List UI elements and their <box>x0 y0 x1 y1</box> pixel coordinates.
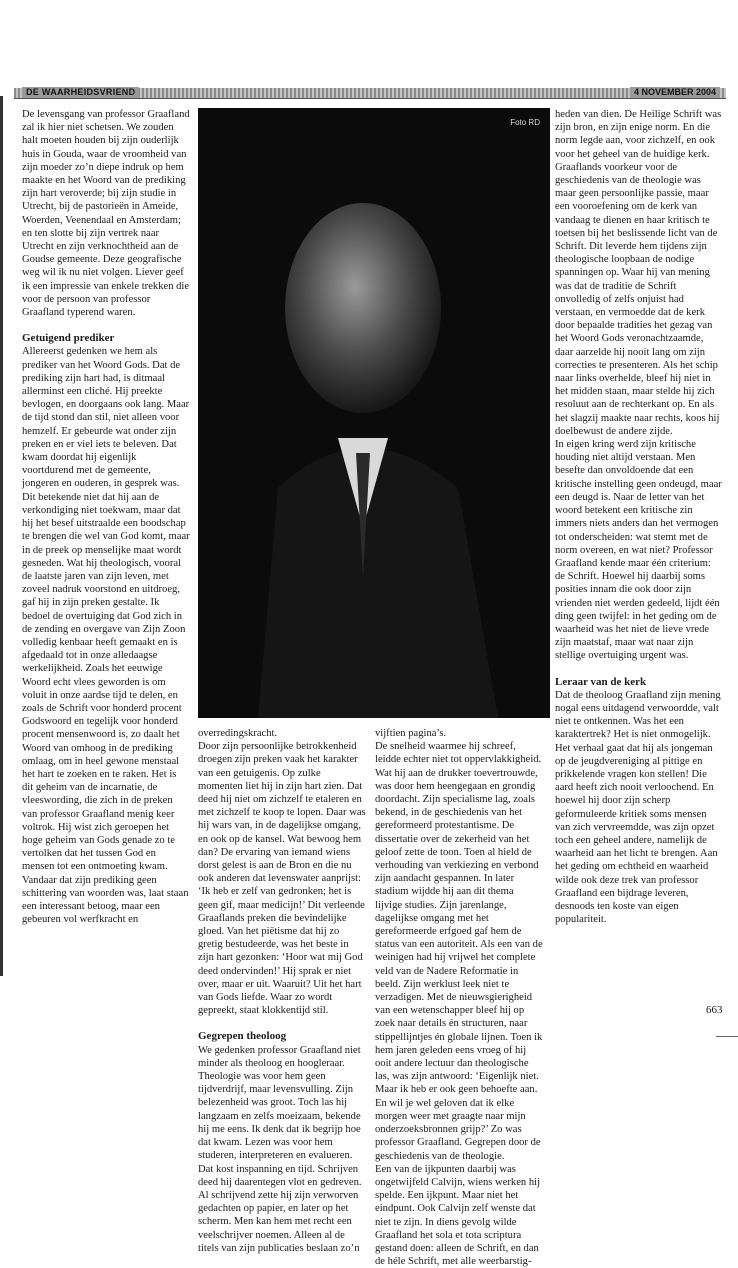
section-heading: Gegrepen theoloog <box>198 1030 287 1043</box>
page-number: 663 <box>706 1004 723 1016</box>
footer-rule <box>716 1036 738 1037</box>
paragraph: We gedenken professor Graafland niet minder als theoloog en hoogleraar. Theologie was voor hem geen tijdverdrijf, maar levensvulling. Zijn belezenheid was groot. Toch las hij langzaam en zelfs moeizaam, bekende hij me eens. Ik denk dat ik begrijp hoe dat kwam. Lezen was voor hem studeren, interpreteren en evalueren. Dat kost inspanning en tijd. Schrijven deed hij daarentegen vlot en gedreven. Al schrijvend zette hij zijn verworven gedachten op papier, en later op het scherm. Men kan hem met recht een veelschrijver noemen. Alleen al de titels van zijn publicaties beslaan zo’n <box>198 1044 362 1254</box>
column-2 <box>198 727 366 1255</box>
photo-credit: Foto RD <box>510 118 540 127</box>
paragraph-spacer <box>198 1017 366 1030</box>
running-header <box>14 88 726 99</box>
paragraph-spacer <box>22 319 190 332</box>
column-4 <box>555 108 723 926</box>
column-1 <box>22 108 190 926</box>
magazine-name: DE WAARHEIDSVRIEND <box>22 87 139 98</box>
paragraph: overredingskracht. <box>198 728 278 739</box>
paragraph: De snelheid waarmee hij schreef, leidde echter niet tot oppervlakkigheid. Wat hij aan de drukker toevertrouwde, was door hem heengegaan en grondig doordacht. Zijn specialisme lag, zoals bekend, in de geschiedenis van het gereformeerd protestantisme. De dissertatie over de zekerheid van het geloof zette de toon. Toen al hield de verhouding van verkiezing en verbond zijn aandacht gespannen. In later stadium wijdde hij aan dit thema lijvige studies. Zijn jarenlange, dagelijkse omgang met het gereformeerde erfgoed gaf hem de status van een autoriteit. Als een van de weinigen had hij vrijwel het complete veld van de Nadere Reformatie in beeld. Zijn werklust leek niet te verzadigen. Met de nieuwsgierigheid van een wetenschapper bleef hij op zoek naar details én structuren, naar stippellijntjes én globale lijnen. Toen ik hem jaren geleden eens vroeg of hij ooit andere lectuur dan theologische las, was zijn antwoord: ‘Eigenlijk niet. Maar ik heb er ook geen behoefte aan. En wil je wel geloven dat ik elke morgen weer met graagte naar mijn onderzoeksbronnen grijp?’ Zo was professor Graafland. Gegrepen door de geschiedenis van de theologie. <box>375 741 543 1162</box>
paragraph: In eigen kring werd zijn kritische houding niet altijd verstaan. Men besefte dan onvoldoende dat een kritische instelling geen ondeugd, maar een deugd is. Naar de letter van het woord betekent een kritische zin immers niets anders dan het vermogen tot onderscheiden: wat stemt met de norm overeen, en wat niet? Professor Graafland kende maar één criterium: de Schrift. Hoewel hij daarbij soms posities innam die ook door zijn vrienden niet werden gedeeld, lijdt één ding geen twijfel: in het geding om de waarheid was het niet de lieve vrede zijn maatstaf, maar wat naar zijn stellige overtuiging urgent was. <box>555 439 722 662</box>
paragraph: Door zijn persoonlijke betrokkenheid droegen zijn preken vaak het karakter van een getuigenis. Op zulke momenten liet hij in zijn hart zien. Dat deed hij niet om zichzelf te etaleren en met zichzelf te koop te lopen. Daar was hij wars van, in de dagelijkse omgang, en ook op de kansel. Wat bewoog hem dan? De ervaring van iemand wiens dorst gelest is aan de Bron en die nu ook anderen dat levenswater aanprijst: ‘Ik heb er zelf van gedronken; het is geen gif, maar medicijn!’ Dit verleende Graaflands preken die bevindelijke gloed. Van het piëtisme dat hij zo gretig bestudeerde, was het beste in zijn hart gezonken: ‘Hoor wat mij God deed ondervinden!’ Hij sprak er niet over, maar er uit. Waaruit? Uit het hart van Gods liefde. Waar zo wordt gepreekt, staat klokkentijd stil. <box>198 741 366 1017</box>
issue-date: 4 NOVEMBER 2004 <box>630 87 720 98</box>
page-edge-rule <box>0 96 3 976</box>
paragraph: vijftien pagina’s. <box>375 728 447 739</box>
paragraph: heden van dien. De Heilige Schrift was zijn bron, en zijn enige norm. En die norm legde aan, voor zichzelf, en ook voor het geheel van de huidige kerk. Graaflands voorkeur voor de geschiedenis van de theologie was maar geen persoonlijke passie, maar een vooroefening om de kerk van vandaag te dienen en haar kritisch te toetsen bij het beslissende licht van de Schrift. Dit leverde hem tijdens zijn theologische loopbaan de nodige spanningen op. Waar hij van mening was dat de traditie de Schrift onvolledig of zelfs onjuist had verstaan, en vermoedde dat de kerk door bepaalde tradities het gezag van het Woord Gods veronachtzaamde, daar aarzelde hij nooit lang om zijn correcties te presenteren. Als het schip naar links overhelde, bleef hij niet in het midden staan, maar stelde hij zich resoluut aan de rechterkant op. En als het slagzij maakte naar rechts, koos hij doelbewust de andere zijde. <box>555 109 722 437</box>
section-heading: Leraar van de kerk <box>555 675 647 688</box>
column-3 <box>375 727 543 1268</box>
paragraph: De levensgang van professor Graafland zal ik hier niet schetsen. We zouden halt moeten houden bij zijn ouderlijk huis in Gouda, waar de vroomheid van zijn moeder zo’n diepe indruk op hem maakte en het Woord van de prediking zijn hart veroverde; bij zijn studie in Utrecht, bij de pastorieën in Ameide, Woerden, Veenendaal en Amsterdam; en ten slotte bij zijn vertrek naar Utrecht en zijn verknochtheid aan de Goudse gemeente. Deze geografische weg wil ik nu niet volgen. Liever geef ik een impressie van enkele trekken die voor de persoon van professor Graafland typerend waren. <box>22 109 190 319</box>
portrait-illustration <box>198 108 550 718</box>
paragraph: Allereerst gedenken we hem als prediker van het Woord Gods. Dat de prediking zijn hart had, is ditmaal allerminst een cliché. Hij preekte bevlogen, en doorgaans ook lang. Maar de tijd stond dan stil, niet alleen voor hemzelf. Er gebeurde wat onder zijn preken en er viel iets te beleven. Dat kwam doordat hij eigenlijk voortdurend met de gemeente, jongeren en ouderen, in gesprek was. Dit betekende niet dat hij aan de verkondiging niet toekwam, maar dat hij het besef uitstraalde een boodschap te brengen die wel van God komt, maar in de preek op menselijke maat wordt gesneden. Wat hij theologisch, vooral de laatste jaren van zijn leven, met zoveel nadruk voorstond en uitdroeg, gaf hij in zijn preken gestalte. Ik bedoel de overtuiging dat God zich in de zending en overgave van Zijn Zoon volledig kenbaar heeft gemaakt en is afgedaald tot in onze alledaagse werkelijkheid. Zoals het eeuwige Woord echt vlees geworden is om voluit in onze aardse tijd te delen, en zoals de Schrift voor honderd procent Godswoord en tegelijk voor honderd procent mensenwoord is, zo daalt het Woord van omhoog in de prediking omlaag, om in heel gewone menstaal het hart te zoeken en te raken. Het is dit geheim van de incarnatie, de vleeswording, die zich in de preken van professor Graafland menig keer voltrok. Hij wist zich geroepen het hoge geheim van Gods genade zo te vertolken dat het tussen God en mensen tot een ontmoeting kwam. Vandaar dat zijn prediking geen schittering van woorden was, laat staan een interessant betoog, maar een gebeuren vol werfkracht en <box>22 346 190 926</box>
paragraph: Dat de theoloog Graafland zijn mening nogal eens uitdagend verwoordde, valt niet te ontkennen. Was het een karaktertrek? Het is niet onmogelijk. Het verhaal gaat dat hij als jongeman op de jeugdvereniging al pittige en prikkelende vragen kon stellen! Die aard heeft zich nooit verloochend. En hoewel hij door zijn scherp geformuleerde kritiek soms mensen van zich vervreemdde, was zijn opzet toch een geheel andere, namelijk de waarheid aan het licht te brengen. Aan het geding om echtheid en waarheid wilde ook deze trek van professor Graafland een bijdrage leveren, desnoods ten koste van eigen populariteit. <box>555 689 721 926</box>
paragraph: Een van de ijkpunten daarbij was ongetwijfeld Calvijn, wiens werken hij spelde. Een ijkpunt. Maar niet het eindpunt. Ook Calvijn zelf wenste dat niet te zijn. In diens gevolg wilde Graafland het sola et tota scriptura gestand doen: alleen de Schrift, en dan de héle Schrift, met alle weerbarstig- <box>375 1163 541 1268</box>
paragraph-spacer <box>555 663 723 676</box>
portrait-photo <box>198 108 550 718</box>
section-heading: Getuigend prediker <box>22 332 115 345</box>
